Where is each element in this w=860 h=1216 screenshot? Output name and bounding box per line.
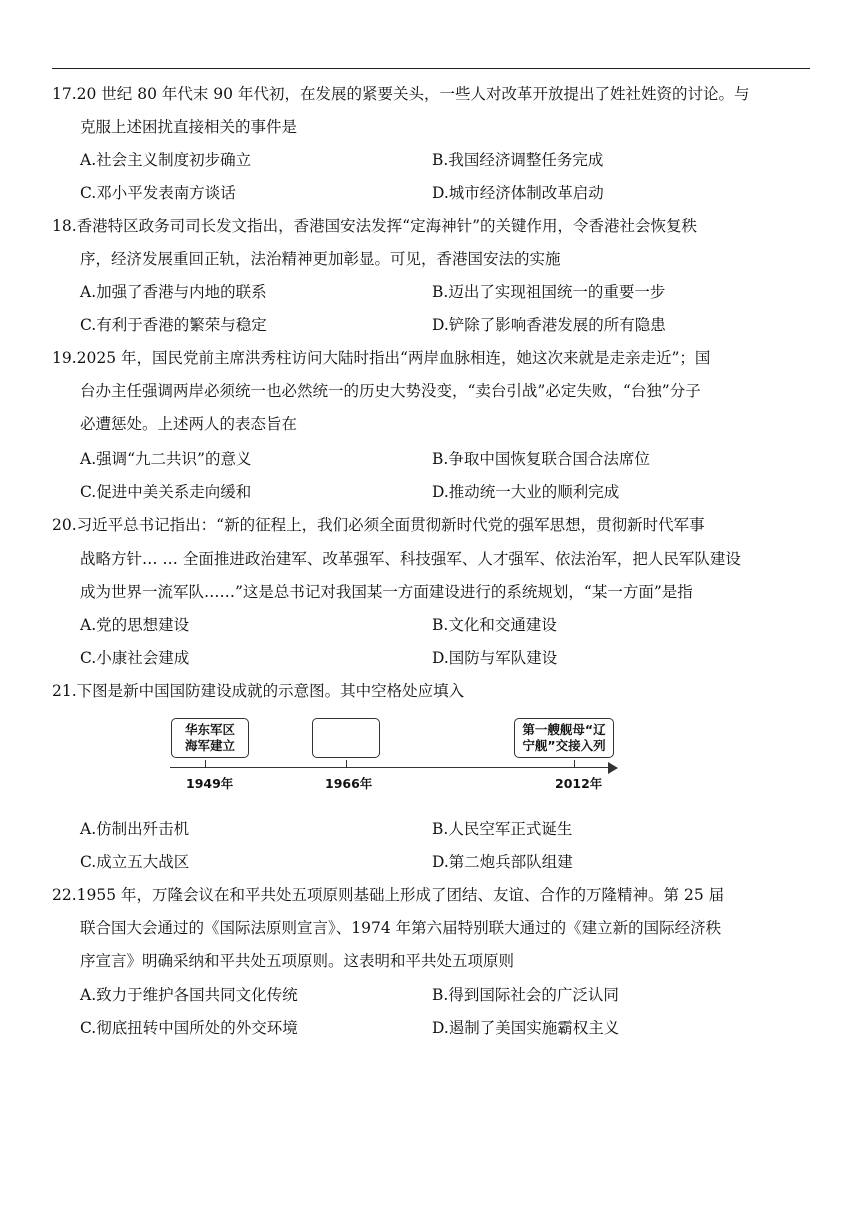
- timeline-figure: [150, 714, 630, 800]
- timeline-box-1949-line1: 华东军区: [184, 722, 235, 737]
- q22-option-a: A.致力于维护各国共同文化传统: [80, 986, 298, 1004]
- timeline-tick-2012: [574, 760, 575, 768]
- q18-stem-line1: 18.香港特区政务司司长发文指出，香港国安法发挥“定海神针”的关键作用，令香港社会恢复秩: [52, 217, 698, 235]
- q17-stem-line1: 17.20 世纪 80 年代末 90 年代初，在发展的紧要关头，一些人对改革开放提出了姓社姓资的讨论。与: [52, 85, 750, 103]
- q19-option-a: A.强调“九二共识”的意义: [80, 450, 252, 468]
- q20-stem-line2: 战略方针… … 全面推进政治建军、改革强军、科技强军、人才强军、依法治军，把人民军队建设: [80, 550, 741, 568]
- timeline-tick-1949: [205, 760, 206, 768]
- q21-option-d: D.第二炮兵部队组建: [432, 853, 573, 871]
- q18-option-d: D.铲除了影响香港发展的所有隐患: [432, 316, 666, 334]
- timeline-box-1949: [171, 718, 249, 758]
- q17-stem-line2: 克服上述困扰直接相关的事件是: [80, 118, 298, 136]
- q19-stem-line3: 必遭惩处。上述两人的表态旨在: [80, 415, 298, 433]
- timeline-axis: [170, 767, 610, 768]
- q21-option-c: C.成立五大战区: [80, 853, 190, 871]
- q17-option-c: C.邓小平发表南方谈话: [80, 184, 236, 202]
- q20-stem-line3: 成为世界一流军队……”这是总书记对我国某一方面建设进行的系统规划，“某一方面”是指: [80, 583, 693, 601]
- q22-option-d: D.遏制了美国实施霸权主义: [432, 1019, 620, 1037]
- timeline-tick-1966: [346, 760, 347, 768]
- q22-stem-line1: 22.1955 年，万隆会议在和平共处五项原则基础上形成了团结、友谊、合作的万隆精神。第 25 届: [52, 886, 725, 904]
- q19-option-b: B.争取中国恢复联合国合法席位: [432, 450, 650, 468]
- timeline-year-1966: 1966年: [325, 776, 373, 791]
- timeline-box-2012-line2: 宁舰”交接入列: [522, 738, 606, 753]
- q22-stem-line2: 联合国大会通过的《国际法原则宣言》、1974 年第六届特别联大通过的《建立新的国际经济秩: [80, 919, 722, 937]
- q21-option-a: A.仿制出歼击机: [80, 820, 190, 838]
- q18-option-c: C.有利于香港的繁荣与稳定: [80, 316, 267, 334]
- timeline-box-1949-line2: 海军建立: [184, 738, 235, 753]
- timeline-year-2012: 2012年: [555, 776, 603, 791]
- q20-option-b: B.文化和交通建设: [432, 616, 557, 634]
- timeline-arrow-icon: [608, 762, 618, 774]
- q19-option-d: D.推动统一大业的顺利完成: [432, 483, 620, 501]
- q22-option-c: C.彻底扭转中国所处的外交环境: [80, 1019, 298, 1037]
- q19-stem-line1: 19.2025 年，国民党前主席洪秀柱访问大陆时指出“两岸血脉相连，她这次来就是走亲走近”；国: [52, 349, 711, 367]
- timeline-year-1949: 1949年: [186, 776, 234, 791]
- q20-stem-line1: 20.习近平总书记指出：“新的征程上，我们必须全面贯彻新时代党的强军思想，贯彻新时代军事: [52, 516, 705, 534]
- top-rule: [52, 68, 810, 69]
- q22-option-b: B.得到国际社会的广泛认同: [432, 986, 619, 1004]
- timeline-box-2012: [514, 718, 614, 758]
- q17-option-d: D.城市经济体制改革启动: [432, 184, 604, 202]
- q19-stem-line2: 台办主任强调两岸必须统一也必然统一的历史大势没变，“卖台引战”必定失败，“台独”分子: [80, 382, 701, 400]
- q18-option-a: A.加强了香港与内地的联系: [80, 283, 267, 301]
- q20-option-d: D.国防与军队建设: [432, 649, 558, 667]
- q22-stem-line3: 序宣言》明确采纳和平共处五项原则。这表明和平共处五项原则: [80, 952, 515, 970]
- q20-option-c: C.小康社会建成: [80, 649, 190, 667]
- q21-option-b: B.人民空军正式诞生: [432, 820, 573, 838]
- q17-option-b: B.我国经济调整任务完成: [432, 151, 604, 169]
- q18-option-b: B.迈出了实现祖国统一的重要一步: [432, 283, 666, 301]
- timeline-box-2012-line1: 第一艘舰母“辽: [522, 722, 606, 737]
- q17-option-a: A.社会主义制度初步确立: [80, 151, 252, 169]
- q18-stem-line2: 序，经济发展重回正轨，法治精神更加彰显。可见，香港国安法的实施: [80, 250, 561, 268]
- q19-option-c: C.促进中美关系走向缓和: [80, 483, 252, 501]
- q20-option-a: A.党的思想建设: [80, 616, 190, 634]
- timeline-box-1966-blank: [312, 718, 380, 758]
- q21-stem-line1: 21.下图是新中国国防建设成就的示意图。其中空格处应填入: [52, 682, 465, 700]
